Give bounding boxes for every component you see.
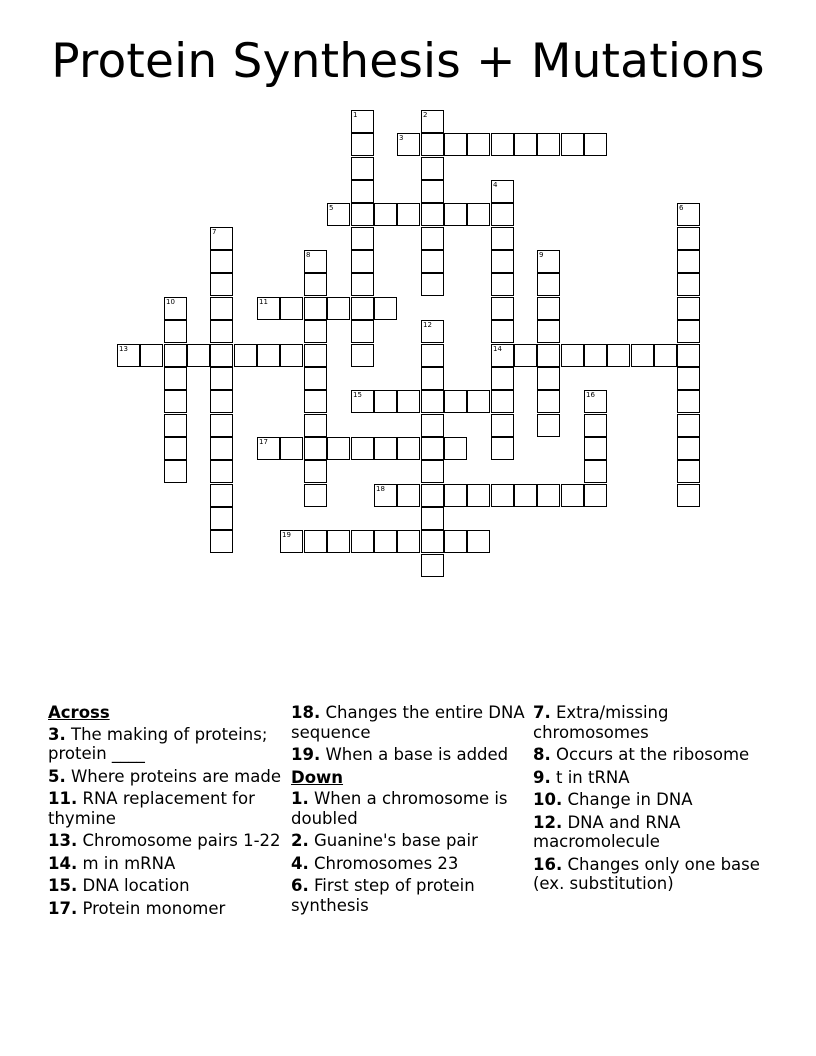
clue-number-label: 12. — [533, 812, 563, 832]
clue-number: 5 — [329, 204, 334, 212]
clue-number-label: 4. — [291, 853, 309, 873]
grid-cell[interactable] — [351, 203, 374, 226]
grid-cell[interactable] — [491, 227, 514, 250]
clue-text: When a base is added — [320, 745, 509, 764]
clue-text: Change in DNA — [562, 790, 693, 809]
grid-cell[interactable] — [537, 390, 560, 413]
grid-cell[interactable] — [537, 273, 560, 296]
clue-number-label: 19. — [291, 745, 321, 764]
grid-cell[interactable] — [677, 437, 700, 460]
down-clue — [291, 831, 527, 851]
grid-cell[interactable] — [351, 297, 374, 320]
grid-cell[interactable] — [304, 437, 327, 460]
clue-number: 4 — [493, 181, 498, 189]
grid-cell[interactable] — [444, 530, 467, 553]
clue-number: 7 — [212, 228, 217, 236]
grid-cell[interactable] — [631, 344, 654, 367]
grid-cell[interactable] — [280, 530, 303, 553]
grid-cell[interactable] — [491, 344, 514, 367]
down-clue — [291, 789, 527, 828]
clue-number-label: 11. — [48, 789, 78, 808]
grid-cell[interactable] — [537, 367, 560, 390]
grid-cell[interactable] — [210, 297, 233, 320]
grid-cell[interactable] — [677, 227, 700, 250]
grid-cell[interactable] — [257, 437, 280, 460]
down-clue — [533, 768, 769, 788]
grid-cell[interactable] — [210, 414, 233, 437]
grid-cell[interactable] — [210, 437, 233, 460]
grid-cell[interactable] — [210, 344, 233, 367]
grid-cell[interactable] — [351, 437, 374, 460]
grid-cell[interactable] — [164, 460, 187, 483]
grid-cell[interactable] — [677, 273, 700, 296]
across-clue — [291, 745, 527, 765]
clue-number: 19 — [282, 531, 291, 539]
grid-cell[interactable] — [584, 390, 607, 413]
clue-number-label: 16. — [533, 854, 563, 874]
grid-cell[interactable] — [164, 414, 187, 437]
grid-cell[interactable] — [257, 344, 280, 367]
grid-cell[interactable] — [467, 530, 490, 553]
grid-cell[interactable] — [304, 297, 327, 320]
puzzle-title: Protein Synthesis + Mutations — [51, 34, 765, 89]
grid-cell[interactable] — [210, 367, 233, 390]
grid-cell[interactable] — [397, 437, 420, 460]
clue-text: Chromosome pairs 1-22 — [77, 831, 281, 850]
clue-number: 10 — [166, 298, 175, 306]
clue-text: Where proteins are made — [65, 766, 281, 786]
grid-cell[interactable] — [421, 460, 444, 483]
grid-cell[interactable] — [537, 320, 560, 343]
clue-text: First step of protein synthesis — [291, 876, 475, 915]
grid-cell[interactable] — [677, 367, 700, 390]
across-clue — [48, 789, 284, 828]
grid-cell[interactable] — [677, 390, 700, 413]
grid-cell[interactable] — [444, 437, 467, 460]
down-clue — [533, 703, 769, 742]
grid-cell[interactable] — [421, 133, 444, 156]
grid-cell[interactable] — [210, 273, 233, 296]
clue-text: m in mRNA — [77, 853, 176, 873]
clue-number-label: 17. — [48, 898, 78, 918]
across-clue — [48, 854, 284, 874]
clues-column-1 — [48, 703, 284, 921]
grid-cell[interactable] — [117, 344, 140, 367]
down-clue — [533, 745, 769, 765]
grid-cell[interactable] — [421, 367, 444, 390]
clue-number-label: 14. — [48, 853, 78, 873]
grid-cell[interactable] — [491, 133, 514, 156]
grid-cell[interactable] — [280, 437, 303, 460]
grid-cell[interactable] — [421, 507, 444, 530]
grid-cell[interactable] — [421, 344, 444, 367]
across-clue — [48, 899, 284, 919]
grid-cell[interactable] — [421, 180, 444, 203]
grid-cell[interactable] — [514, 133, 537, 156]
grid-cell[interactable] — [304, 344, 327, 367]
grid-cell[interactable] — [210, 507, 233, 530]
grid-cell[interactable] — [351, 157, 374, 180]
grid-cell[interactable] — [467, 133, 490, 156]
grid-cell[interactable] — [397, 133, 420, 156]
grid-cell[interactable] — [374, 484, 397, 507]
grid-cell[interactable] — [304, 390, 327, 413]
across-clue — [48, 725, 284, 764]
grid-cell[interactable] — [421, 273, 444, 296]
grid-cell[interactable] — [374, 530, 397, 553]
clue-number: 6 — [679, 204, 684, 212]
grid-cell[interactable] — [584, 344, 607, 367]
grid-cell[interactable] — [327, 297, 350, 320]
grid-cell[interactable] — [280, 344, 303, 367]
grid-cell[interactable] — [304, 367, 327, 390]
grid-cell[interactable] — [584, 437, 607, 460]
grid-cell[interactable] — [351, 273, 374, 296]
grid-cell[interactable] — [304, 320, 327, 343]
clue-text: DNA and RNA macromolecule — [533, 812, 681, 851]
grid-cell[interactable] — [421, 414, 444, 437]
grid-cell[interactable] — [421, 157, 444, 180]
clue-number: 15 — [353, 391, 362, 399]
grid-cell[interactable] — [327, 530, 350, 553]
grid-cell[interactable] — [561, 484, 584, 507]
grid-cell[interactable] — [351, 227, 374, 250]
clue-number: 9 — [539, 251, 544, 259]
grid-cell[interactable] — [374, 390, 397, 413]
down-clue — [533, 855, 769, 894]
grid-cell[interactable] — [421, 320, 444, 343]
grid-cell[interactable] — [210, 530, 233, 553]
clues-column-3 — [533, 703, 769, 897]
grid-cell[interactable] — [421, 203, 444, 226]
across-clue — [48, 876, 284, 896]
clue-number-label: 2. — [291, 831, 309, 850]
clue-number-label: 13. — [48, 831, 78, 850]
grid-cell[interactable] — [164, 344, 187, 367]
grid-cell[interactable] — [491, 320, 514, 343]
grid-cell[interactable] — [397, 484, 420, 507]
clue-number: 3 — [399, 134, 404, 142]
grid-cell[interactable] — [140, 344, 163, 367]
grid-cell[interactable] — [444, 203, 467, 226]
clue-number: 16 — [586, 391, 595, 399]
grid-cell[interactable] — [444, 390, 467, 413]
grid-cell[interactable] — [654, 344, 677, 367]
grid-cell[interactable] — [421, 484, 444, 507]
clue-number: 12 — [423, 321, 432, 329]
clue-number: 2 — [423, 111, 428, 119]
grid-cell[interactable] — [304, 250, 327, 273]
grid-cell[interactable] — [514, 344, 537, 367]
grid-cell[interactable] — [491, 390, 514, 413]
grid-cell[interactable] — [164, 297, 187, 320]
grid-cell[interactable] — [327, 203, 350, 226]
grid-cell[interactable] — [351, 530, 374, 553]
grid-cell[interactable] — [351, 180, 374, 203]
across-clue — [291, 703, 527, 742]
grid-cell[interactable] — [210, 227, 233, 250]
clue-text: When a chromosome is doubled — [291, 789, 508, 828]
clue-text: Guanine's base pair — [308, 831, 478, 850]
grid-cell[interactable] — [351, 320, 374, 343]
grid-cell[interactable] — [561, 344, 584, 367]
clue-number-label: 7. — [533, 703, 551, 722]
grid-cell[interactable] — [677, 250, 700, 273]
clue-number: 17 — [259, 438, 268, 446]
grid-cell[interactable] — [467, 390, 490, 413]
grid-cell[interactable] — [421, 110, 444, 133]
grid-cell[interactable] — [421, 554, 444, 577]
clue-number-label: 8. — [533, 745, 551, 764]
grid-cell[interactable] — [444, 133, 467, 156]
grid-cell[interactable] — [561, 133, 584, 156]
down-clue — [291, 876, 527, 915]
grid-cell[interactable] — [304, 273, 327, 296]
clue-text: The making of proteins; protein ____ — [48, 724, 268, 763]
grid-cell[interactable] — [210, 460, 233, 483]
grid-cell[interactable] — [421, 437, 444, 460]
grid-cell[interactable] — [491, 484, 514, 507]
grid-cell[interactable] — [467, 203, 490, 226]
clue-text: Occurs at the ribosome — [550, 745, 750, 764]
clue-text: RNA replacement for thymine — [48, 789, 255, 828]
grid-cell[interactable] — [351, 110, 374, 133]
grid-cell[interactable] — [210, 390, 233, 413]
grid-cell[interactable] — [491, 414, 514, 437]
grid-cell[interactable] — [351, 250, 374, 273]
clue-text: t in tRNA — [550, 767, 630, 787]
grid-cell[interactable] — [351, 390, 374, 413]
grid-cell[interactable] — [537, 484, 560, 507]
clue-text: Changes the entire DNA sequence — [291, 703, 525, 742]
grid-cell[interactable] — [491, 250, 514, 273]
clue-number-label: 3. — [48, 724, 66, 744]
clue-number: 18 — [376, 485, 385, 493]
grid-cell[interactable] — [537, 297, 560, 320]
grid-cell[interactable] — [491, 297, 514, 320]
down-clue — [291, 854, 527, 874]
grid-cell[interactable] — [444, 484, 467, 507]
grid-cell[interactable] — [514, 484, 537, 507]
grid-cell[interactable] — [491, 437, 514, 460]
grid-cell[interactable] — [584, 460, 607, 483]
grid-cell[interactable] — [607, 344, 630, 367]
across-clue — [48, 831, 284, 851]
clue-number-label: 10. — [533, 790, 563, 809]
clue-number: 8 — [306, 251, 311, 259]
grid-cell[interactable] — [257, 297, 280, 320]
grid-cell[interactable] — [187, 344, 210, 367]
grid-cell[interactable] — [537, 344, 560, 367]
grid-cell[interactable] — [397, 530, 420, 553]
clue-text: Changes only one base (ex. substitution) — [533, 854, 760, 893]
clue-text: Protein monomer — [77, 898, 226, 918]
grid-cell[interactable] — [677, 203, 700, 226]
grid-cell[interactable] — [421, 227, 444, 250]
clue-number-label: 6. — [291, 876, 309, 895]
clue-number-label: 1. — [291, 789, 309, 808]
down-clue — [533, 790, 769, 810]
grid-cell[interactable] — [397, 203, 420, 226]
clues-column-2 — [291, 703, 527, 918]
grid-cell[interactable] — [537, 133, 560, 156]
grid-cell[interactable] — [164, 437, 187, 460]
grid-cell[interactable] — [210, 484, 233, 507]
clue-number: 13 — [119, 345, 128, 353]
down-heading: Down — [291, 767, 344, 787]
grid-cell[interactable] — [467, 484, 490, 507]
grid-cell[interactable] — [280, 297, 303, 320]
grid-cell[interactable] — [327, 437, 350, 460]
clue-text: Chromosomes 23 — [308, 853, 459, 873]
grid-cell[interactable] — [304, 460, 327, 483]
grid-cell[interactable] — [421, 530, 444, 553]
grid-cell[interactable] — [164, 390, 187, 413]
clue-number: 11 — [259, 298, 268, 306]
grid-cell[interactable] — [164, 367, 187, 390]
grid-cell[interactable] — [491, 180, 514, 203]
grid-cell[interactable] — [584, 133, 607, 156]
grid-cell[interactable] — [677, 460, 700, 483]
clue-text: Extra/missing chromosomes — [533, 703, 669, 742]
grid-cell[interactable] — [677, 297, 700, 320]
clue-number-label: 18. — [291, 703, 321, 722]
across-heading: Across — [48, 703, 110, 722]
clue-text: DNA location — [77, 876, 190, 895]
grid-cell[interactable] — [351, 344, 374, 367]
grid-cell[interactable] — [491, 203, 514, 226]
clue-number: 1 — [353, 111, 358, 119]
grid-cell[interactable] — [677, 484, 700, 507]
grid-cell[interactable] — [374, 437, 397, 460]
grid-cell[interactable] — [537, 414, 560, 437]
grid-cell[interactable] — [397, 390, 420, 413]
grid-cell[interactable] — [164, 320, 187, 343]
grid-cell[interactable] — [421, 390, 444, 413]
grid-cell[interactable] — [304, 484, 327, 507]
grid-cell[interactable] — [584, 414, 607, 437]
clue-number-label: 15. — [48, 876, 78, 895]
grid-cell[interactable] — [304, 530, 327, 553]
grid-cell[interactable] — [374, 203, 397, 226]
grid-cell[interactable] — [421, 250, 444, 273]
clue-number-label: 9. — [533, 767, 551, 787]
grid-cell[interactable] — [234, 344, 257, 367]
grid-cell[interactable] — [210, 250, 233, 273]
grid-cell[interactable] — [537, 250, 560, 273]
clue-number-label: 5. — [48, 766, 66, 786]
grid-cell[interactable] — [304, 414, 327, 437]
grid-cell[interactable] — [677, 414, 700, 437]
grid-cell[interactable] — [491, 367, 514, 390]
clue-number: 14 — [493, 345, 502, 353]
down-clue — [533, 813, 769, 852]
grid-cell[interactable] — [210, 320, 233, 343]
grid-cell[interactable] — [677, 320, 700, 343]
grid-cell[interactable] — [491, 273, 514, 296]
across-clue — [48, 767, 284, 787]
grid-cell[interactable] — [584, 484, 607, 507]
grid-cell[interactable] — [351, 133, 374, 156]
grid-cell[interactable] — [374, 297, 397, 320]
grid-cell[interactable] — [677, 344, 700, 367]
